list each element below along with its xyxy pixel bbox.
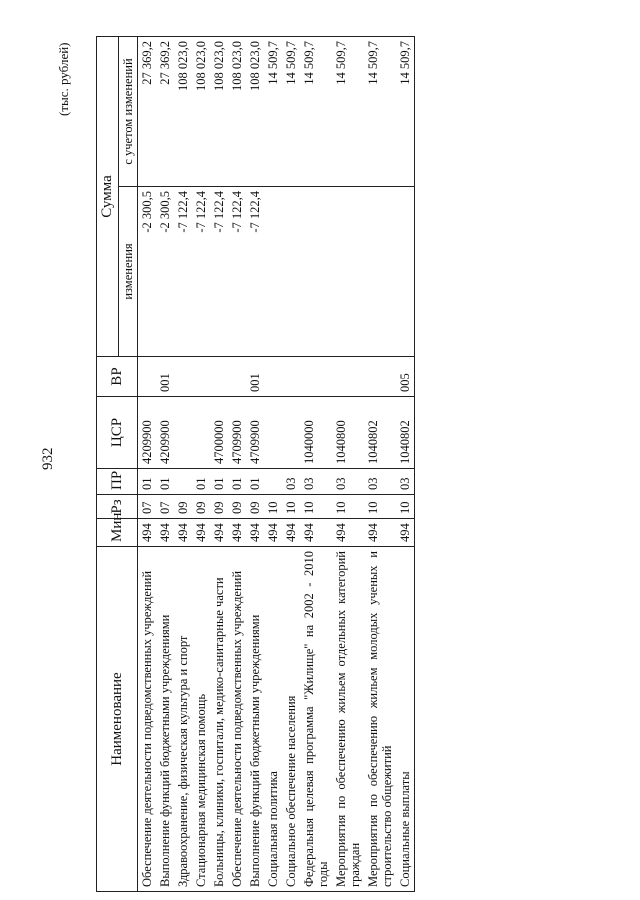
row-total: 14 509,7	[264, 36, 282, 186]
row-name: Выполнение функций бюджетными учреждениями	[156, 547, 174, 892]
row-total: 108 023,0	[192, 36, 210, 186]
row-name: Мероприятия по обеспечению жильем отдельных категорий граждан	[332, 547, 364, 892]
row-vr	[137, 357, 156, 397]
row-pr: 01	[210, 469, 228, 495]
row-rz: 09	[210, 495, 228, 519]
row-rz: 07	[156, 495, 174, 519]
row-pr	[174, 469, 192, 495]
row-csr: 1040802	[396, 397, 415, 469]
row-csr: 4709900	[246, 397, 264, 469]
row-pr: 03	[300, 469, 332, 495]
row-vr	[364, 357, 396, 397]
row-pr: 01	[192, 469, 210, 495]
row-csr	[174, 397, 192, 469]
row-pr: 01	[246, 469, 264, 495]
row-change: -2 300,5	[156, 187, 174, 357]
row-min: 494	[282, 519, 300, 547]
row-vr	[264, 357, 282, 397]
table-row	[228, 36, 246, 891]
row-vr: 005	[396, 357, 415, 397]
row-min: 494	[364, 519, 396, 547]
row-name: Обеспечение деятельности подведомственных учреждений	[228, 547, 246, 892]
row-csr	[192, 397, 210, 469]
row-vr	[210, 357, 228, 397]
row-rz: 09	[174, 495, 192, 519]
row-rz: 09	[192, 495, 210, 519]
units-label: (тыс. рублей)	[56, 42, 71, 116]
row-name: Социальная политика	[264, 547, 282, 892]
row-pr: 01	[137, 469, 156, 495]
table-row	[137, 36, 156, 891]
row-total: 14 509,7	[364, 36, 396, 186]
header-pr: ПР	[97, 469, 138, 495]
table-row	[246, 36, 264, 891]
row-rz: 10	[300, 495, 332, 519]
row-csr: 1040802	[364, 397, 396, 469]
row-name: Больницы, клиники, госпитали, медико-санитарные части	[210, 547, 228, 892]
row-csr	[264, 397, 282, 469]
row-name: Мероприятия по обеспечению жильем молодых ученых и строительство общежитий	[364, 547, 396, 892]
row-min: 494	[264, 519, 282, 547]
row-change: -7 122,4	[210, 187, 228, 357]
row-csr: 4209900	[137, 397, 156, 469]
table-row	[264, 36, 282, 891]
row-change: -7 122,4	[192, 187, 210, 357]
row-total: 108 023,0	[246, 36, 264, 186]
table-row	[364, 36, 396, 891]
table-row	[192, 36, 210, 891]
row-vr	[228, 357, 246, 397]
row-min: 494	[192, 519, 210, 547]
row-csr: 4700000	[210, 397, 228, 469]
row-total: 14 509,7	[282, 36, 300, 186]
row-vr	[300, 357, 332, 397]
row-total: 14 509,7	[332, 36, 364, 186]
row-total: 108 023,0	[174, 36, 192, 186]
row-rz: 07	[137, 495, 156, 519]
row-change: -2 300,5	[137, 187, 156, 357]
row-min: 494	[396, 519, 415, 547]
row-total: 108 023,0	[210, 36, 228, 186]
row-vr	[332, 357, 364, 397]
row-name: Обеспечение деятельности подведомственных учреждений	[137, 547, 156, 892]
row-change: -7 122,4	[174, 187, 192, 357]
row-min: 494	[300, 519, 332, 547]
header-csr: ЦСР	[97, 397, 138, 469]
row-rz: 10	[364, 495, 396, 519]
table-row	[156, 36, 174, 891]
table-row	[332, 36, 364, 891]
row-pr: 01	[156, 469, 174, 495]
row-name: Социальные выплаты	[396, 547, 415, 892]
row-change	[264, 187, 282, 357]
table-row	[282, 36, 300, 891]
row-csr: 1040800	[332, 397, 364, 469]
row-change	[364, 187, 396, 357]
row-name: Федеральная целевая программа "Жилище" на 2002 - 2010 годы	[300, 547, 332, 892]
row-vr: 001	[246, 357, 264, 397]
row-vr	[282, 357, 300, 397]
table-body	[137, 36, 414, 891]
row-rz: 09	[228, 495, 246, 519]
row-pr: 01	[228, 469, 246, 495]
row-vr: 001	[156, 357, 174, 397]
row-change	[332, 187, 364, 357]
row-rz: 10	[332, 495, 364, 519]
page-number: 932	[40, 447, 56, 470]
header-min: Мин	[97, 519, 138, 547]
row-change	[300, 187, 332, 357]
header-sum: Сумма	[97, 36, 119, 356]
budget-table	[96, 36, 415, 892]
table-row	[396, 36, 415, 891]
row-total: 27 369,2	[137, 36, 156, 186]
row-change	[396, 187, 415, 357]
row-pr: 03	[282, 469, 300, 495]
row-csr	[282, 397, 300, 469]
row-rz: 10	[264, 495, 282, 519]
row-min: 494	[332, 519, 364, 547]
row-total: 14 509,7	[300, 36, 332, 186]
row-rz: 09	[246, 495, 264, 519]
row-change: -7 122,4	[246, 187, 264, 357]
row-pr	[264, 469, 282, 495]
table-row	[300, 36, 332, 891]
header-name: Наименование	[97, 547, 138, 892]
row-name: Социальное обеспечение населения	[282, 547, 300, 892]
header-rz: Рз	[97, 495, 138, 519]
row-total: 27 369,2	[156, 36, 174, 186]
row-csr: 4209900	[156, 397, 174, 469]
row-pr: 03	[396, 469, 415, 495]
row-min: 494	[246, 519, 264, 547]
row-change	[282, 187, 300, 357]
row-pr: 03	[364, 469, 396, 495]
row-vr	[174, 357, 192, 397]
header-change: изменения	[118, 187, 137, 357]
row-vr	[192, 357, 210, 397]
row-csr: 1040000	[300, 397, 332, 469]
row-pr: 03	[332, 469, 364, 495]
row-min: 494	[137, 519, 156, 547]
row-name: Стационарная медицинская помощь	[192, 547, 210, 892]
header-vr: ВР	[97, 357, 138, 397]
row-total: 108 023,0	[228, 36, 246, 186]
header-with-changes: с учетом изменений	[118, 36, 137, 186]
row-csr: 4709900	[228, 397, 246, 469]
row-total: 14 509,7	[396, 36, 415, 186]
row-min: 494	[156, 519, 174, 547]
row-change: -7 122,4	[228, 187, 246, 357]
row-name: Выполнение функций бюджетными учреждениями	[246, 547, 264, 892]
row-min: 494	[210, 519, 228, 547]
row-min: 494	[228, 519, 246, 547]
row-min: 494	[174, 519, 192, 547]
table-row	[174, 36, 192, 891]
row-rz: 10	[282, 495, 300, 519]
row-name: Здравоохранение, физическая культура и спорт	[174, 547, 192, 892]
row-rz: 10	[396, 495, 415, 519]
table-row	[210, 36, 228, 891]
